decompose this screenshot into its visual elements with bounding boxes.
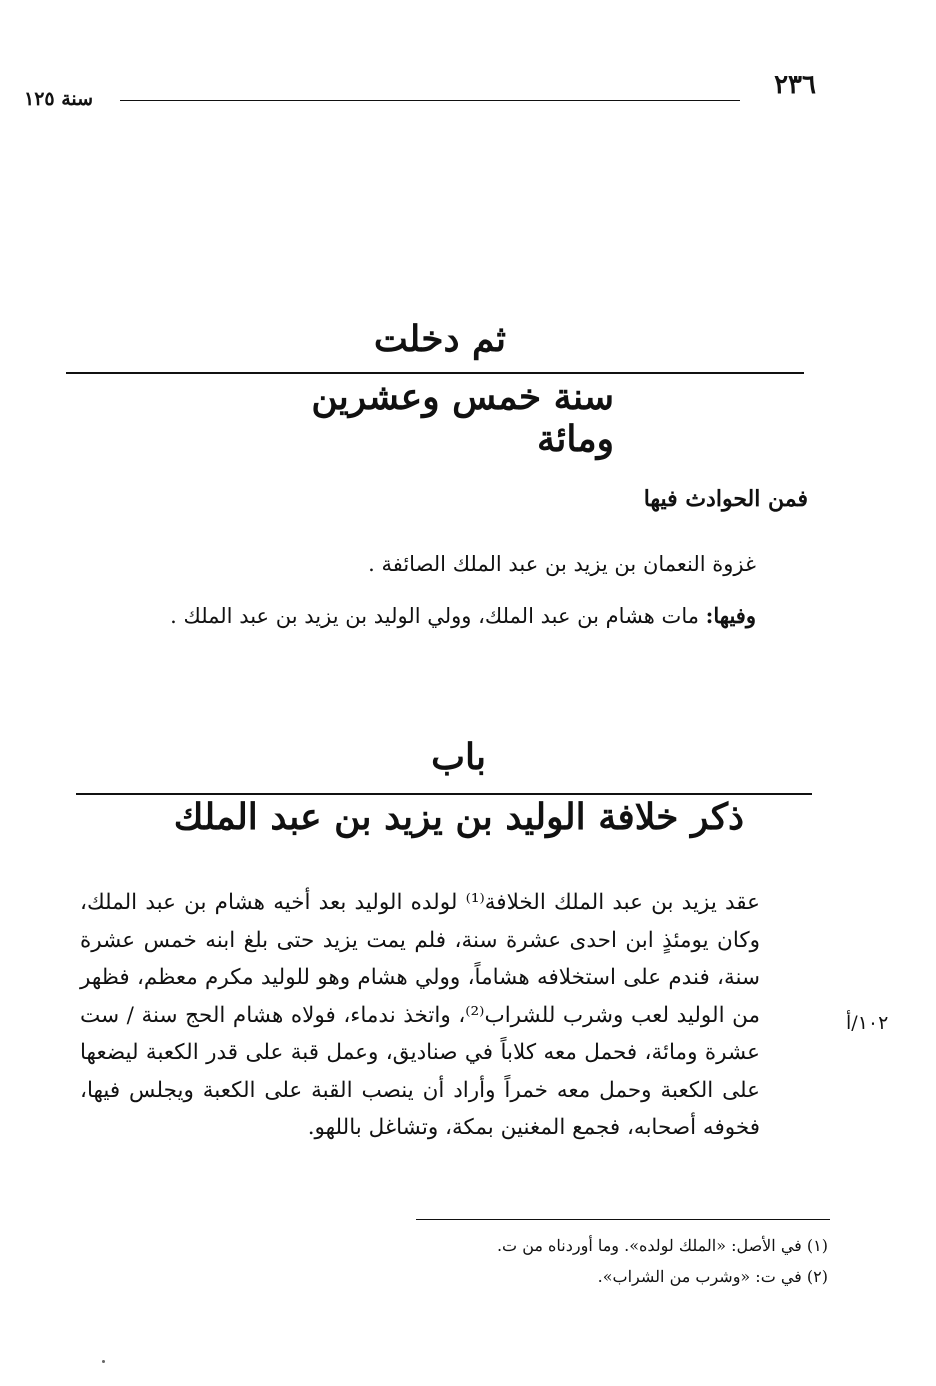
year-heading-rule	[66, 372, 804, 374]
footnote-rule	[416, 1219, 830, 1220]
body-paragraph: عقد يزيد بن عبد الملك الخلافة⁽¹⁾ لولده الوليد بعد أخيه هشام بن عبد الملك، وكان يومئذٍ ابن احدى عشرة سنة، فلم يمت يزيد حتى بلغ ابنه خمس عشرة سنة، فندم على استخلافه هشاماً، وولي هشام وهو للوليد مكرم معظم، فظهر من الوليد لعب وشرب للشراب⁽²⁾، واتخذ ندماء، فولاه هشام الحج سنة / ست عشرة ومائة، فحمل معه كلاباً في صناديق، وعمل قبة على قدر الكعبة ليضعها على الكعبة وحمل معه خمراً وأراد أن ينصب القبة على الكعبة ويجلس فيها، فخوفه أصحابه، فجمع المغنين بمكة، وتشاغل باللهو.	[80, 890, 760, 1140]
event-item-2	[60, 598, 756, 634]
chapter-heading-rule	[76, 793, 812, 795]
page-number: ٢٣٦	[774, 70, 816, 100]
event-item-1: غزوة النعمان بن يزيد بن عبد الملك الصائفة .	[368, 552, 756, 576]
year-heading-line1: ثم دخلت	[373, 318, 506, 360]
footnote-1: (١) في الأصل: «الملك لولده». وما أوردناه من ت.	[496, 1236, 828, 1255]
manuscript-folio-ref: ١٠٢/أ	[846, 1012, 889, 1034]
chapter-heading-line1: باب	[431, 736, 486, 778]
running-title: سنة ١٢٥	[24, 88, 94, 110]
scan-speck	[102, 1360, 105, 1363]
event-item-2-text: مات هشام بن عبد الملك، وولي الوليد بن يزيد بن عبد الملك .	[170, 604, 706, 628]
year-heading-line2: سنة خمس وعشرين ومائة	[311, 376, 614, 460]
footnote-2: (٢) في ت: «وشرب من الشراب».	[597, 1267, 828, 1286]
header-rule	[120, 100, 740, 101]
events-lead: فمن الحوادث فيها	[643, 486, 808, 512]
chapter-heading-line2: ذكر خلافة الوليد بن يزيد بن عبد الملك	[173, 796, 744, 838]
event-item-2-lead: وفيها:	[705, 603, 756, 628]
